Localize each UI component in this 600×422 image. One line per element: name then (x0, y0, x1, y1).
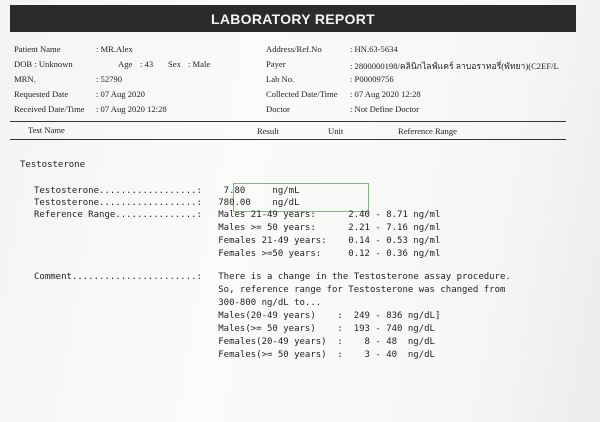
received-date-value: : 07 Aug 2020 12:28 (96, 104, 167, 114)
reference-line-1: Reference Range...............: Males 21-49 years: 2.40 - 8.71 ng/ml (34, 210, 441, 220)
comment-line-1: Comment.......................: There is a change in the Testosterone assay procedure. (34, 272, 511, 282)
comment-line-7: Females(>= 50 years) : 3 - 40 ng/dL (34, 350, 435, 360)
patient-name-label: Patient Name (14, 44, 61, 54)
age-value: : 43 (140, 59, 154, 69)
reference-line-2: Males >= 50 years: 2.21 - 7.16 ng/ml (34, 223, 441, 233)
comment-line-4: Males(20-49 years) : 249 - 836 ng/dL] (34, 311, 441, 321)
report-title: LABORATORY REPORT (10, 5, 576, 32)
col-reference-range: Reference Range (398, 126, 457, 136)
requested-date-value: : 07 Aug 2020 (96, 89, 145, 99)
sex-label: Sex (168, 59, 181, 69)
doctor-value: : Not Define Doctor (350, 104, 419, 114)
sex-value: : Male (188, 59, 211, 69)
reference-line-4: Females >=50 years: 0.12 - 0.36 ng/ml (34, 249, 441, 259)
payer-value: : 2800000198/คลินิกไลฟ์แคร์ ลาบอราทอรี่(พัทยา)(C2EF/L (350, 61, 559, 71)
received-date-label: Received Date/Time (14, 104, 85, 114)
address-value: : HN.63-5634 (350, 44, 398, 54)
age-label: Age (118, 59, 133, 69)
comment-line-6: Females(20-49 years) : 8 - 48 ng/dL (34, 337, 435, 347)
lab-no-label: Lab No. (266, 74, 295, 84)
reference-line-3: Females 21-49 years: 0.14 - 0.53 ng/ml (34, 236, 441, 246)
address-label: Address/Ref.No (266, 44, 322, 54)
mrn-value: : 52790 (96, 74, 123, 84)
comment-line-3: 300-800 ng/dL to... (34, 298, 322, 308)
collected-date-label: Collected Date/Time (266, 89, 338, 99)
result-line-ngdl: Testosterone..................: 780.00 ng/dL (34, 198, 300, 208)
lab-no-value: : P00009756 (350, 74, 394, 84)
col-unit: Unit (328, 126, 344, 136)
comment-line-2: So, reference range for Testosterone was changed from (34, 285, 506, 295)
col-result: Result (257, 126, 279, 136)
mrn-label: MRN. (14, 74, 36, 84)
section-title: Testosterone (20, 160, 86, 170)
patient-name-value: : MR.Alex (96, 44, 133, 54)
comment-line-5: Males(>= 50 years) : 193 - 740 ng/dL (34, 324, 435, 334)
requested-date-label: Requested Date (14, 89, 69, 99)
result-line-ngml: Testosterone..................: 7.80 ng/mL (34, 186, 300, 196)
dob-label: DOB : Unknown (14, 59, 73, 69)
header-bottom-rule (10, 139, 566, 140)
header-top-rule (10, 121, 566, 122)
collected-date-value: : 07 Aug 2020 12:28 (350, 89, 421, 99)
doctor-label: Doctor (266, 104, 290, 114)
col-test-name: Test Name (28, 125, 65, 135)
payer-label: Payer (266, 59, 286, 69)
